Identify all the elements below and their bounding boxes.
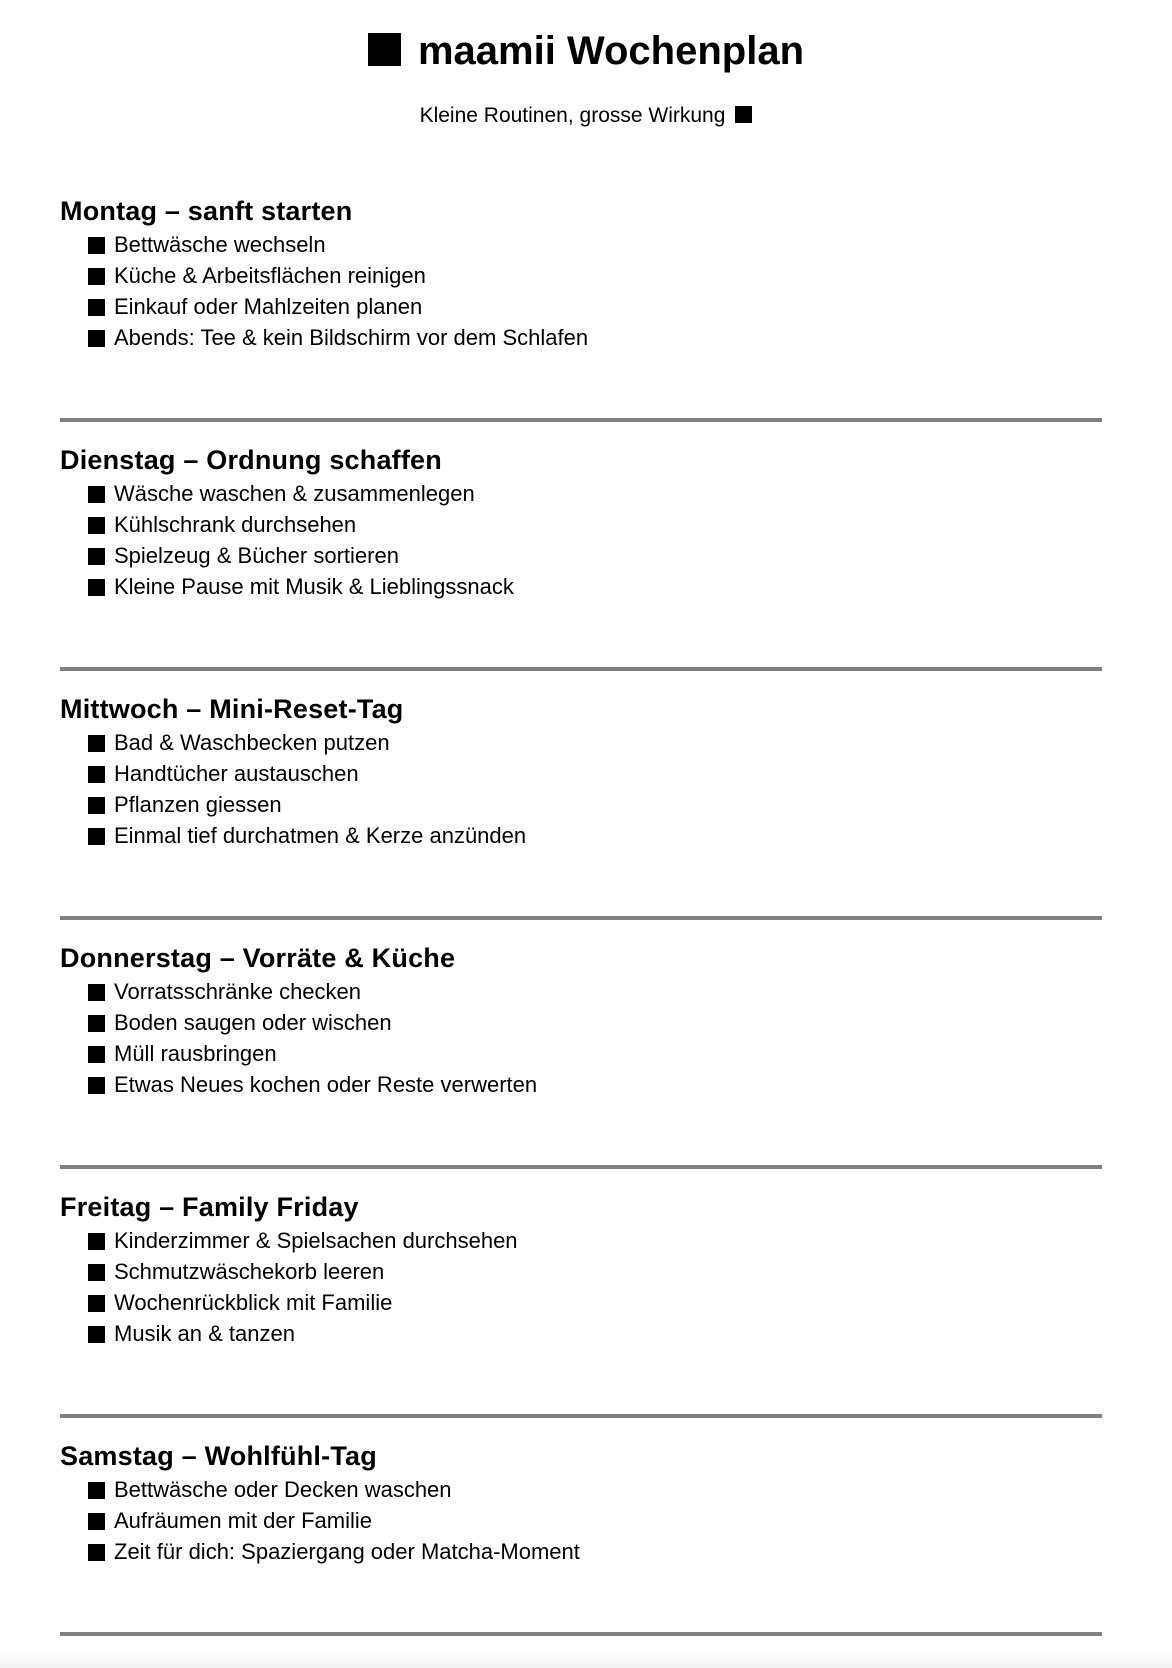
task-text: Handtücher austauschen	[114, 761, 359, 786]
task-list	[60, 234, 1102, 349]
task-item	[88, 981, 1102, 1003]
sections-container	[60, 197, 1102, 1636]
task-list	[60, 483, 1102, 598]
task-text: Vorratsschränke checken	[114, 979, 362, 1004]
task-item	[88, 763, 1102, 785]
task-item	[88, 794, 1102, 816]
page-bottom-edge	[0, 1652, 1172, 1668]
day-heading: Mittwoch – Mini-Reset-Tag	[60, 694, 404, 724]
day-section	[60, 1442, 1102, 1636]
task-list	[60, 1479, 1102, 1563]
square-bullet-icon	[88, 1295, 105, 1312]
task-text: Aufräumen mit der Familie	[114, 1508, 372, 1533]
square-bullet-icon	[88, 486, 105, 503]
section-divider	[60, 1414, 1102, 1418]
task-item	[88, 1012, 1102, 1034]
section-divider	[60, 667, 1102, 671]
task-item	[88, 576, 1102, 598]
square-bullet-icon	[88, 1513, 105, 1530]
task-text: Müll rausbringen	[114, 1041, 277, 1066]
square-bullet-icon	[88, 548, 105, 565]
task-text: Kühlschrank durchsehen	[114, 512, 357, 537]
task-text: Küche & Arbeitsflächen reinigen	[114, 263, 426, 288]
document-header	[0, 0, 1172, 127]
task-text: Kinderzimmer & Spielsachen durchsehen	[114, 1228, 518, 1253]
black-square-icon	[735, 106, 752, 123]
task-text: Einkauf oder Mahlzeiten planen	[114, 294, 423, 319]
task-text: Einmal tief durchatmen & Kerze anzünden	[114, 823, 527, 848]
square-bullet-icon	[88, 517, 105, 534]
page-subtitle-text: Kleine Routinen, grosse Wirkung	[419, 104, 726, 127]
task-item	[88, 327, 1102, 349]
page-title	[0, 30, 1172, 72]
day-heading: Donnerstag – Vorräte & Küche	[60, 943, 456, 973]
day-section	[60, 944, 1102, 1169]
day-heading: Samstag – Wohlfühl-Tag	[60, 1441, 377, 1471]
task-text: Spielzeug & Bücher sortieren	[114, 543, 399, 568]
task-item	[88, 1292, 1102, 1314]
task-text: Musik an & tanzen	[114, 1321, 295, 1346]
square-bullet-icon	[88, 1015, 105, 1032]
task-item	[88, 732, 1102, 754]
page-title-text: maamii Wochenplan	[417, 29, 804, 73]
task-text: Bettwäsche oder Decken waschen	[114, 1477, 452, 1502]
task-text: Bettwäsche wechseln	[114, 232, 326, 257]
task-item	[88, 234, 1102, 256]
task-item	[88, 296, 1102, 318]
square-bullet-icon	[88, 268, 105, 285]
task-list	[60, 732, 1102, 847]
task-item	[88, 825, 1102, 847]
page-subtitle	[0, 104, 1172, 127]
day-heading: Dienstag – Ordnung schaffen	[60, 445, 442, 475]
section-divider	[60, 1165, 1102, 1169]
square-bullet-icon	[88, 1326, 105, 1343]
square-bullet-icon	[88, 735, 105, 752]
section-divider	[60, 1632, 1102, 1636]
square-bullet-icon	[88, 1544, 105, 1561]
black-square-icon	[368, 33, 401, 66]
task-item	[88, 1074, 1102, 1096]
task-text: Wochenrückblick mit Familie	[114, 1290, 393, 1315]
task-item	[88, 1261, 1102, 1283]
task-item	[88, 1510, 1102, 1532]
task-text: Boden saugen oder wischen	[114, 1010, 392, 1035]
square-bullet-icon	[88, 1046, 105, 1063]
task-item	[88, 483, 1102, 505]
square-bullet-icon	[88, 330, 105, 347]
task-item	[88, 514, 1102, 536]
task-item	[88, 1323, 1102, 1345]
task-text: Bad & Waschbecken putzen	[114, 730, 390, 755]
square-bullet-icon	[88, 1264, 105, 1281]
task-item	[88, 1230, 1102, 1252]
task-item	[88, 1043, 1102, 1065]
square-bullet-icon	[88, 1233, 105, 1250]
square-bullet-icon	[88, 797, 105, 814]
square-bullet-icon	[88, 984, 105, 1001]
square-bullet-icon	[88, 828, 105, 845]
square-bullet-icon	[88, 579, 105, 596]
square-bullet-icon	[88, 299, 105, 316]
day-heading: Montag – sanft starten	[60, 196, 353, 226]
day-section	[60, 695, 1102, 920]
day-section	[60, 446, 1102, 671]
task-text: Schmutzwäschekorb leeren	[114, 1259, 385, 1284]
square-bullet-icon	[88, 766, 105, 783]
day-section	[60, 1193, 1102, 1418]
section-divider	[60, 418, 1102, 422]
square-bullet-icon	[88, 237, 105, 254]
task-text: Kleine Pause mit Musik & Lieblingssnack	[114, 574, 514, 599]
task-list	[60, 981, 1102, 1096]
day-heading: Freitag – Family Friday	[60, 1192, 359, 1222]
section-divider	[60, 916, 1102, 920]
task-text: Etwas Neues kochen oder Reste verwerten	[114, 1072, 538, 1097]
square-bullet-icon	[88, 1482, 105, 1499]
task-item	[88, 545, 1102, 567]
task-list	[60, 1230, 1102, 1345]
task-item	[88, 265, 1102, 287]
task-item	[88, 1541, 1102, 1563]
day-section	[60, 197, 1102, 422]
task-item	[88, 1479, 1102, 1501]
square-bullet-icon	[88, 1077, 105, 1094]
task-text: Abends: Tee & kein Bildschirm vor dem Schlafen	[114, 325, 589, 350]
task-text: Wäsche waschen & zusammenlegen	[114, 481, 475, 506]
task-text: Pflanzen giessen	[114, 792, 282, 817]
task-text: Zeit für dich: Spaziergang oder Matcha-Moment	[114, 1539, 580, 1564]
